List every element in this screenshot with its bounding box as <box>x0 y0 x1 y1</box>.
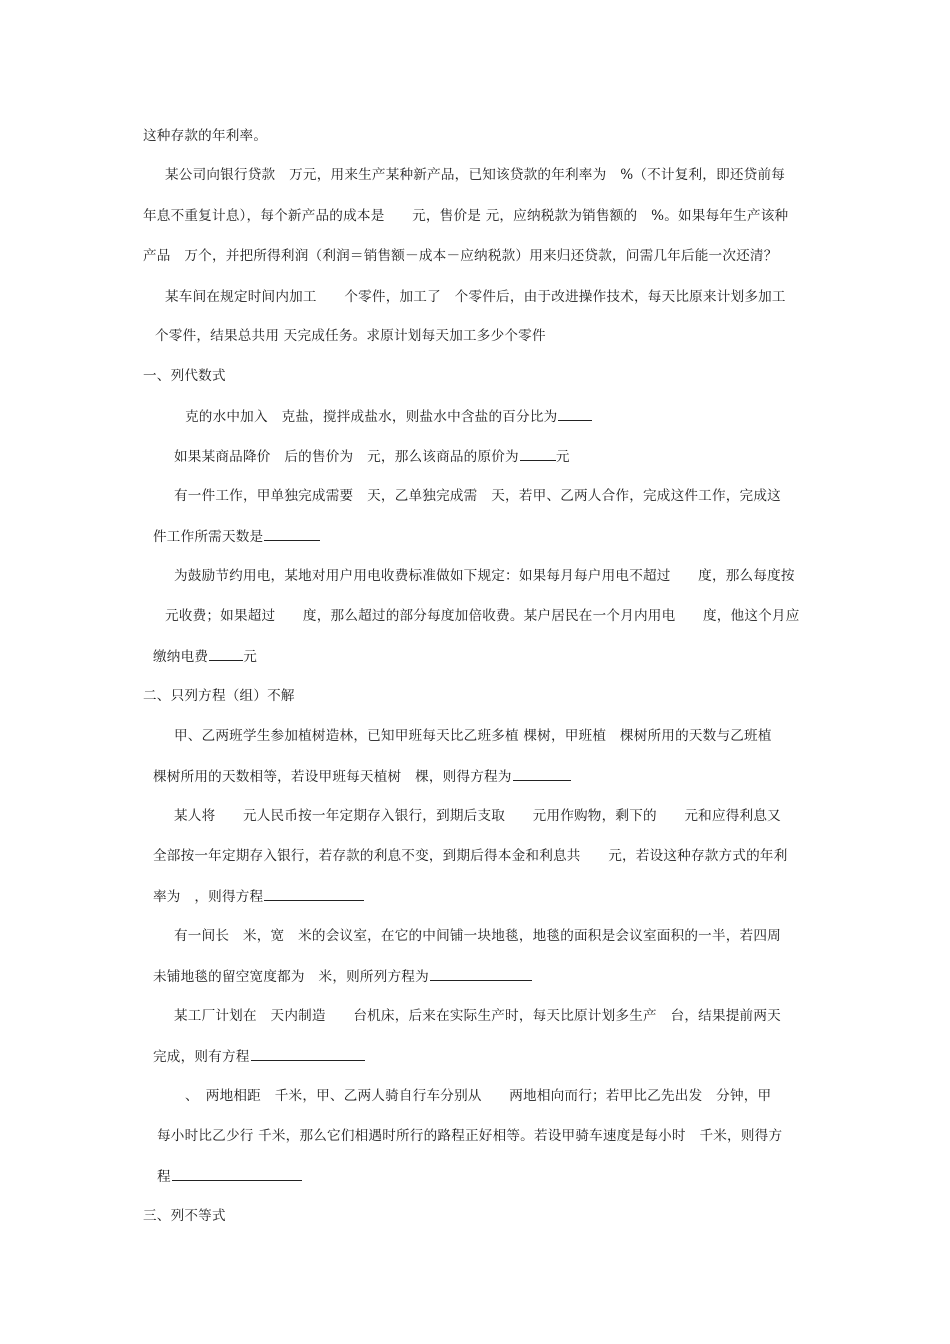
section-heading-equations: 二、只列方程（组）不解 <box>143 688 295 704</box>
problem-workshop-line-2: 个零件，结果总共用 天完成任务。求原计划每天加工多少个零件 <box>155 328 546 344</box>
answer-blank <box>209 646 243 661</box>
answer-blank <box>558 406 592 421</box>
text-line: 这种存款的年利率。 <box>143 128 268 144</box>
question-tree-planting-line-1: 甲、乙两班学生参加植树造林，已知甲班每天比乙班多植 棵树，甲班植 棵树所用的天数与乙班植 <box>174 728 772 744</box>
question-work-days-line-2: 件工作所需天数是 <box>153 526 320 547</box>
question-tree-planting-line-2: 棵树所用的天数相等，若设甲班每天植树 棵，则得方程为 <box>153 766 571 787</box>
answer-blank <box>513 766 571 781</box>
question-discount-price: 如果某商品降价 后的售价为 元，那么该商品的原价为 元 <box>174 446 570 467</box>
problem-loan-line-3: 产品 万个，并把所得利润（利润＝销售额－成本－应纳税款）用来归还贷款，问需几年后能一次还清？ <box>143 248 778 264</box>
question-cycling-line-1: 、 两地相距 千米，甲、乙两人骑自行车分别从 两地相向而行；若甲比乙先出发 分钟，甲 <box>185 1088 772 1104</box>
question-cycling-line-2: 每小时比乙少行 千米，那么它们相遇时所行的路程正好相等。若设甲骑车速度是每小时 千米，则得方 <box>157 1128 783 1144</box>
answer-blank <box>251 1046 365 1061</box>
problem-workshop-line-1: 某车间在规定时间内加工 个零件，加工了 个零件后，由于改进操作技术，每天比原来计划多加工 <box>165 289 786 305</box>
answer-blank <box>264 526 320 541</box>
answer-blank <box>264 886 364 901</box>
question-cycling-line-3: 程 <box>157 1166 302 1187</box>
question-salt-water: 克的水中加入 克盐，搅拌成盐水，则盐水中含盐的百分比为 <box>185 406 592 427</box>
question-electricity-line-1: 为鼓励节约用电，某地对用户用电收费标准做如下规定：如果每月每户用电不超过 度，那么每度按 <box>174 568 795 584</box>
question-work-days-line-1: 有一件工作，甲单独完成需要 天，乙单独完成需 天，若甲、乙两人合作，完成这件工作，完成这 <box>174 488 781 504</box>
question-deposit-line-3: 率为 ，则得方程 <box>153 886 364 907</box>
question-deposit-line-1: 某人将 元人民币按一年定期存入银行，到期后支取 元用作购物，剩下的 元和应得利息又 <box>174 808 781 824</box>
question-electricity-line-2: 元收费；如果超过 度，那么超过的部分每度加倍收费。某户居民在一个月内用电 度，他这个月应 <box>165 608 800 624</box>
question-electricity-line-3: 缴纳电费 元 <box>153 646 257 667</box>
question-machine-tools-line-2: 完成，则有方程 <box>153 1046 365 1067</box>
answer-blank <box>430 966 532 981</box>
answer-blank <box>172 1166 302 1181</box>
section-heading-algebraic-expressions: 一、列代数式 <box>143 368 226 384</box>
answer-blank <box>520 446 556 461</box>
question-machine-tools-line-1: 某工厂计划在 天内制造 台机床，后来在实际生产时，每天比原计划多生产 台，结果提前两天 <box>174 1008 781 1024</box>
question-deposit-line-2: 全部按一年定期存入银行，若存款的利息不变，到期后得本金和利息共 元，若设这种存款方式的年利 <box>153 848 788 864</box>
question-carpet-line-2: 未铺地毯的留空宽度都为 米，则所列方程为 <box>153 966 532 987</box>
problem-loan-line-2: 年息不重复计息），每个新产品的成本是 元，售价是 元，应纳税款为销售额的 %。如果每年生产该种 <box>143 208 789 224</box>
question-carpet-line-1: 有一间长 米，宽 米的会议室，在它的中间铺一块地毯，地毯的面积是会议室面积的一半，若四周 <box>174 928 781 944</box>
section-heading-inequalities: 三、列不等式 <box>143 1208 226 1224</box>
problem-loan-line-1: 某公司向银行贷款 万元，用来生产某种新产品，已知该贷款的年利率为 %（不计复利，即还贷前每 <box>165 167 786 183</box>
